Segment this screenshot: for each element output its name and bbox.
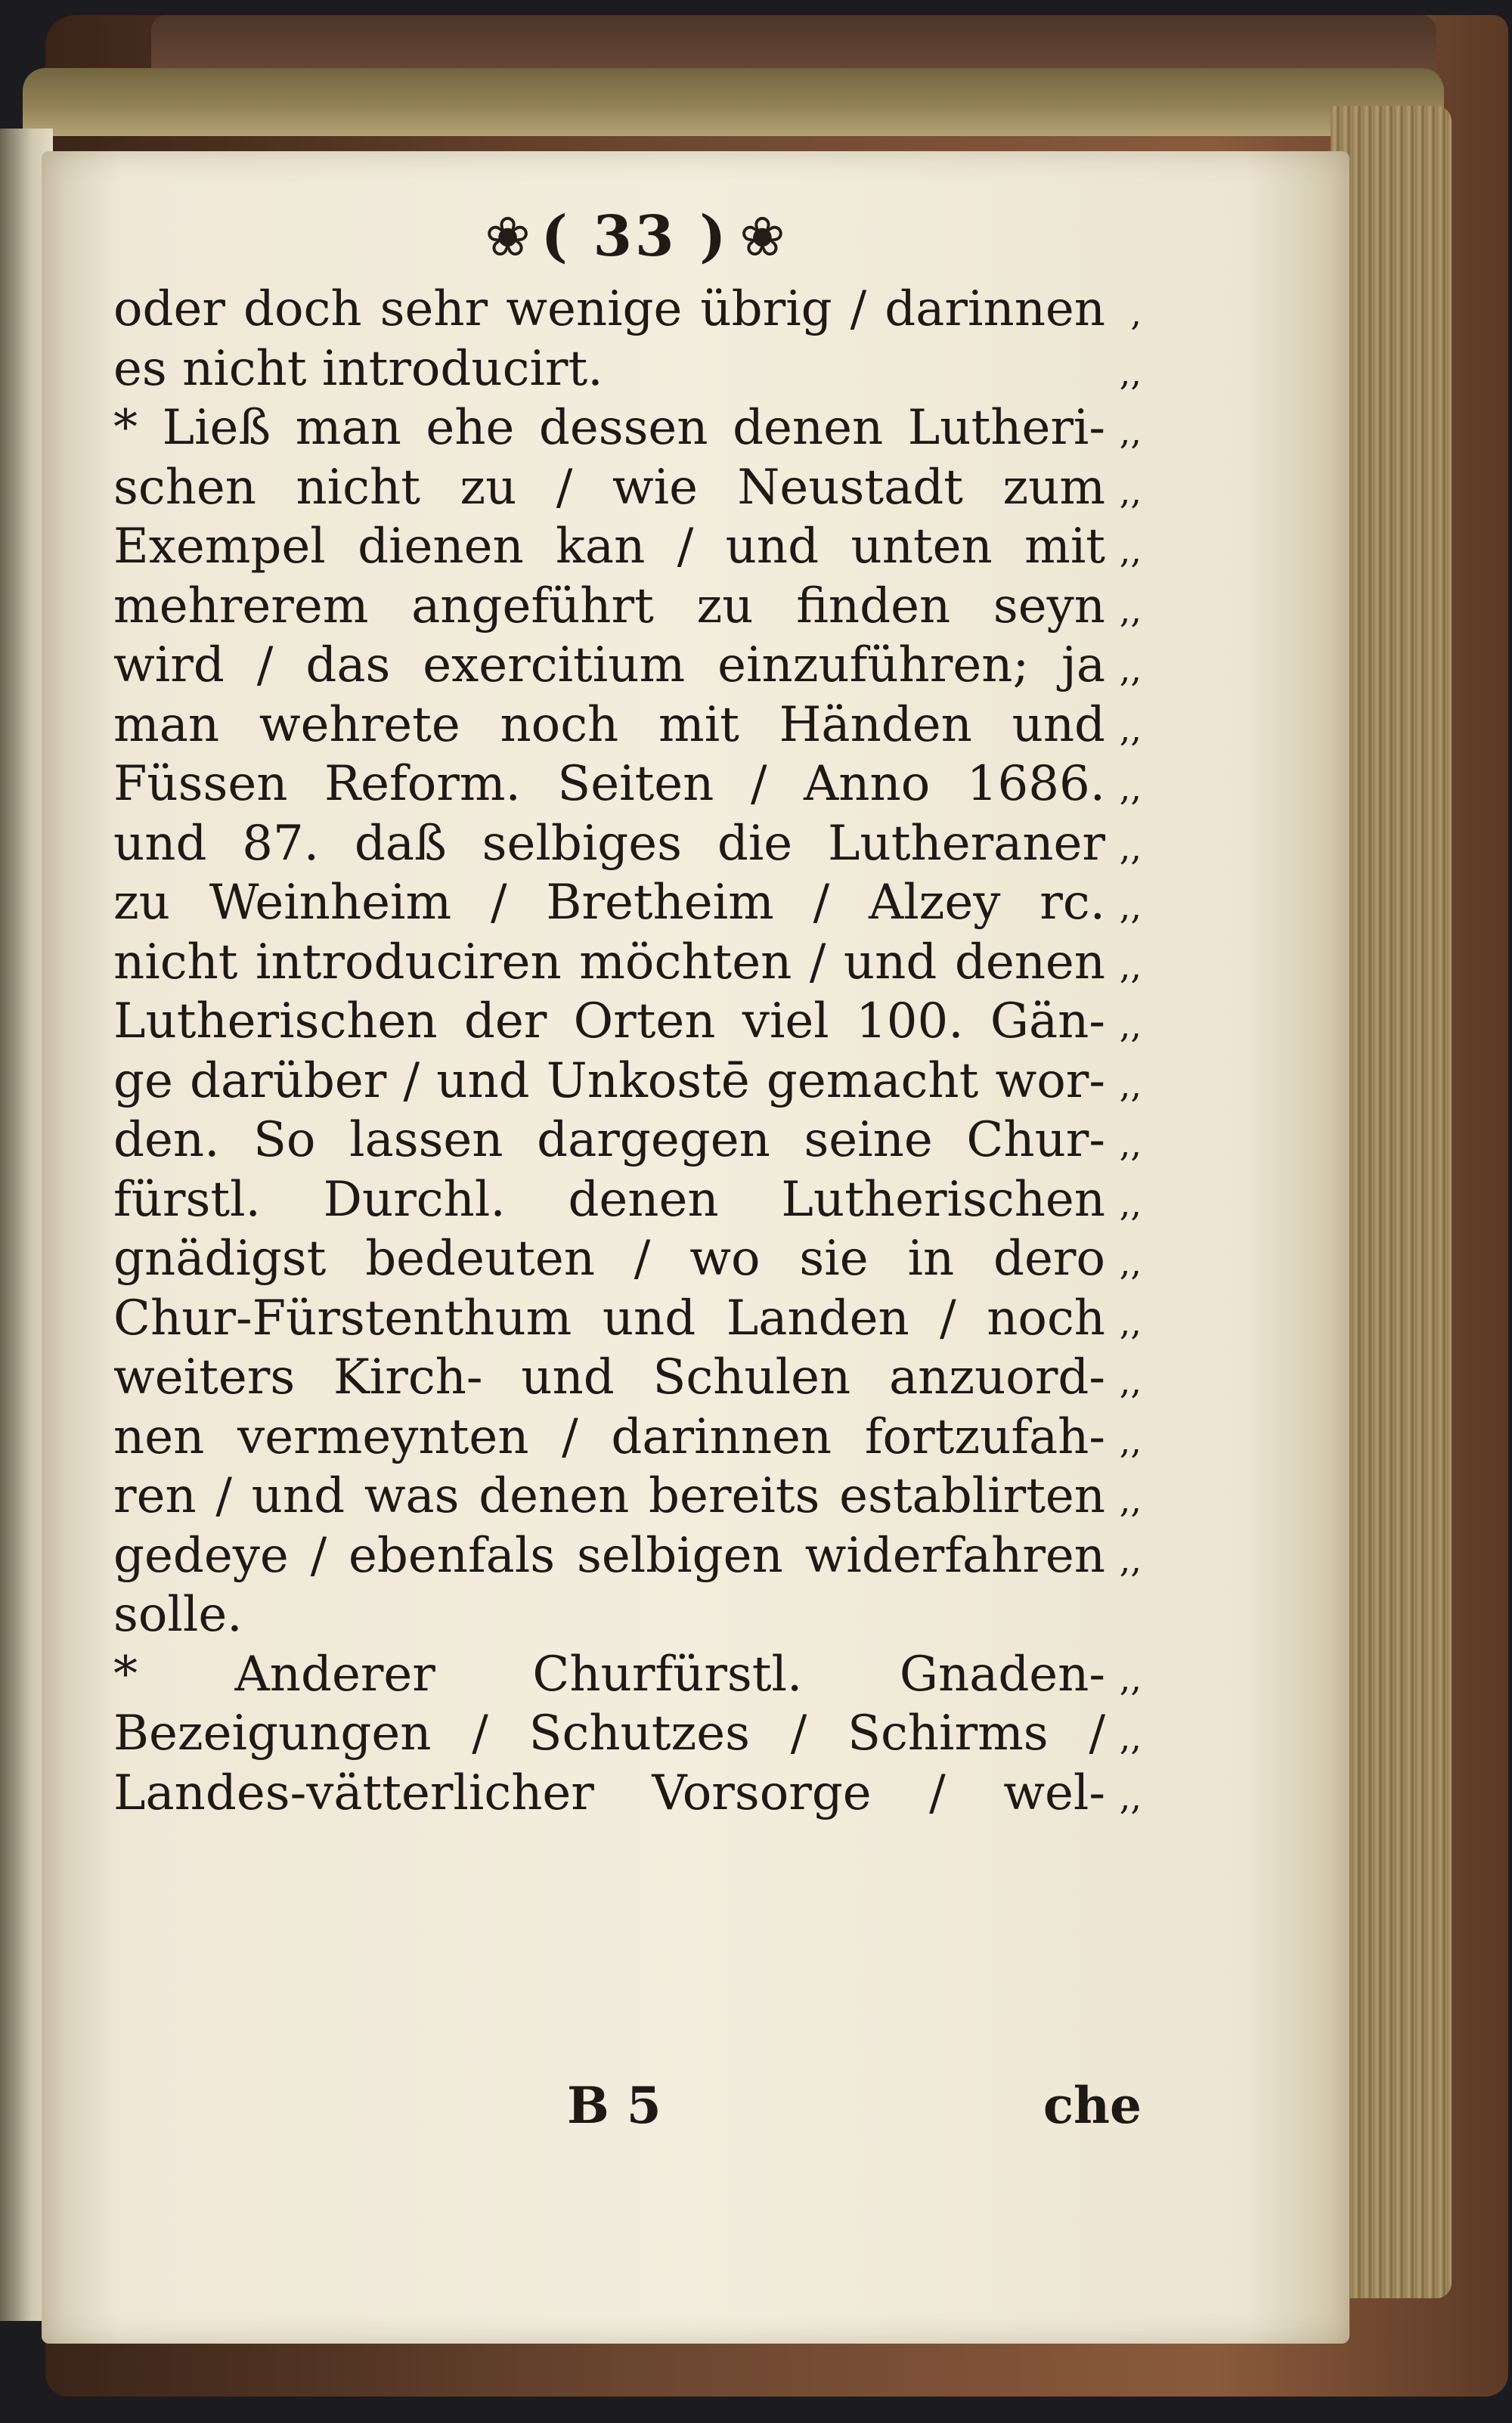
text-line	[113, 1526, 1142, 1586]
text-line-content: Bezeigungen / Schutzes / Schirms /	[113, 1706, 1105, 1761]
text-line-content: Füssen Reform. Seiten / Anno 1686.	[113, 756, 1105, 812]
text-line-content: fürstl. Durchl. denen Lutherischen	[113, 1171, 1105, 1228]
page-header	[454, 203, 816, 271]
quote-mark: ,,	[1119, 649, 1142, 689]
text-line	[113, 933, 1142, 993]
text-line-content: nicht introduciren möchten / und denen	[113, 934, 1105, 990]
quote-mark: ,,	[1119, 767, 1142, 808]
text-line-content: * Ließ man ehe dessen denen Lutheri-	[113, 400, 1105, 456]
text-line	[113, 1467, 1142, 1526]
text-line-content: und 87. daß selbiges die Lutheraner	[113, 815, 1105, 872]
text-line-content: mehrerem angeführt zu finden seyn	[113, 578, 1105, 634]
quote-mark: ,,	[1119, 1123, 1142, 1164]
catchword: che	[1043, 2076, 1142, 2135]
text-line-content: es nicht introducirt.	[113, 340, 603, 397]
quote-mark: ,,	[1119, 1420, 1142, 1461]
text-line	[113, 873, 1142, 933]
text-line	[113, 754, 1142, 814]
quote-mark: ,,	[1119, 1657, 1142, 1699]
text-line	[113, 458, 1142, 518]
text-line-content: Exempel dienen kan / und unten mit	[113, 519, 1105, 575]
ornament-right-icon: ❀	[739, 205, 785, 268]
text-line	[113, 577, 1142, 637]
text-line-content: nen vermeynten / darinnen fortzufah-	[113, 1408, 1105, 1465]
text-line	[113, 517, 1142, 577]
text-line	[113, 1348, 1142, 1408]
text-line-content: oder doch sehr wenige übrig / darinnen	[113, 281, 1105, 337]
text-line-content: den. So lassen dargegen seine Chur-	[113, 1112, 1105, 1168]
text-line-content: weiters Kirch- und Schulen anzuord-	[113, 1349, 1105, 1405]
quote-mark: ,,	[1119, 1005, 1142, 1046]
text-line	[113, 1289, 1142, 1349]
text-line	[113, 636, 1142, 696]
text-line-content: schen nicht zu / wie Neustadt zum	[113, 459, 1105, 516]
text-line	[113, 992, 1142, 1052]
quote-mark: ,,	[1119, 1538, 1142, 1580]
quote-mark: ,,	[1119, 708, 1142, 749]
text-line	[113, 398, 1142, 458]
page-number: ( 33 )	[541, 204, 730, 269]
text-line-content: ge darüber / und Unkostē gemacht wor-	[113, 1052, 1105, 1109]
text-line-content: Lutherischen der Orten viel 100. Gän-	[113, 993, 1105, 1049]
text-line-content: ren / und was denen bereits establirten	[113, 1468, 1105, 1524]
text-line	[113, 1111, 1142, 1170]
text-line	[113, 1170, 1142, 1230]
text-line-content: Chur-Fürstenthum und Landen / noch	[113, 1290, 1105, 1346]
text-line	[113, 814, 1142, 874]
quote-mark: ,,	[1119, 1301, 1142, 1343]
body-text	[113, 280, 1142, 1823]
text-line-content: * Anderer Churfürstl. Gnaden-	[113, 1646, 1105, 1703]
signature-mark: B 5	[567, 2076, 662, 2135]
quote-mark: ,,	[1119, 1064, 1142, 1105]
text-line-content: zu Weinheim / Bretheim / Alzey rc.	[113, 875, 1105, 931]
ornament-left-icon: ❀	[485, 205, 531, 268]
quote-mark: ,,	[1119, 530, 1142, 571]
text-line	[113, 280, 1142, 339]
text-line-content: man wehrete noch mit Händen und	[113, 696, 1105, 753]
quote-mark: ,,	[1119, 411, 1142, 452]
text-line	[113, 1408, 1142, 1467]
quote-mark: ,,	[1119, 1776, 1142, 1817]
text-line-content: gnädigst bedeuten / wo sie in dero	[113, 1231, 1105, 1287]
quote-mark: ,,	[1119, 1361, 1142, 1402]
quote-mark: ,	[1130, 293, 1142, 333]
text-line-content: wird / das exercitium einzuführen; ja	[113, 637, 1105, 693]
quote-mark: ,,	[1119, 1242, 1142, 1283]
quote-mark: ,,	[1119, 945, 1142, 987]
quote-mark: ,,	[1119, 1717, 1142, 1758]
text-line-content: solle.	[113, 1587, 243, 1643]
quote-mark: ,,	[1119, 1480, 1142, 1520]
quote-mark: ,,	[1119, 589, 1142, 631]
text-line-content: Landes-vätterlicher Vorsorge / wel-	[113, 1765, 1105, 1821]
quote-mark: ,,	[1119, 470, 1142, 512]
page-edges-top	[23, 68, 1444, 136]
quote-mark: ,,	[1119, 352, 1142, 393]
quote-mark: ,,	[1119, 826, 1142, 868]
quote-mark: ,,	[1119, 886, 1142, 927]
text-line-content: gedeye / ebenfals selbigen widerfahren	[113, 1527, 1105, 1584]
page-footer	[113, 2071, 1142, 2139]
text-line	[113, 1585, 1142, 1645]
text-line	[113, 696, 1142, 755]
text-line	[113, 1645, 1142, 1705]
text-line	[113, 339, 1142, 399]
text-line	[113, 1704, 1142, 1764]
text-line	[113, 1764, 1142, 1823]
text-line	[113, 1052, 1142, 1111]
quote-mark: ,,	[1119, 1182, 1142, 1224]
text-line	[113, 1229, 1142, 1289]
